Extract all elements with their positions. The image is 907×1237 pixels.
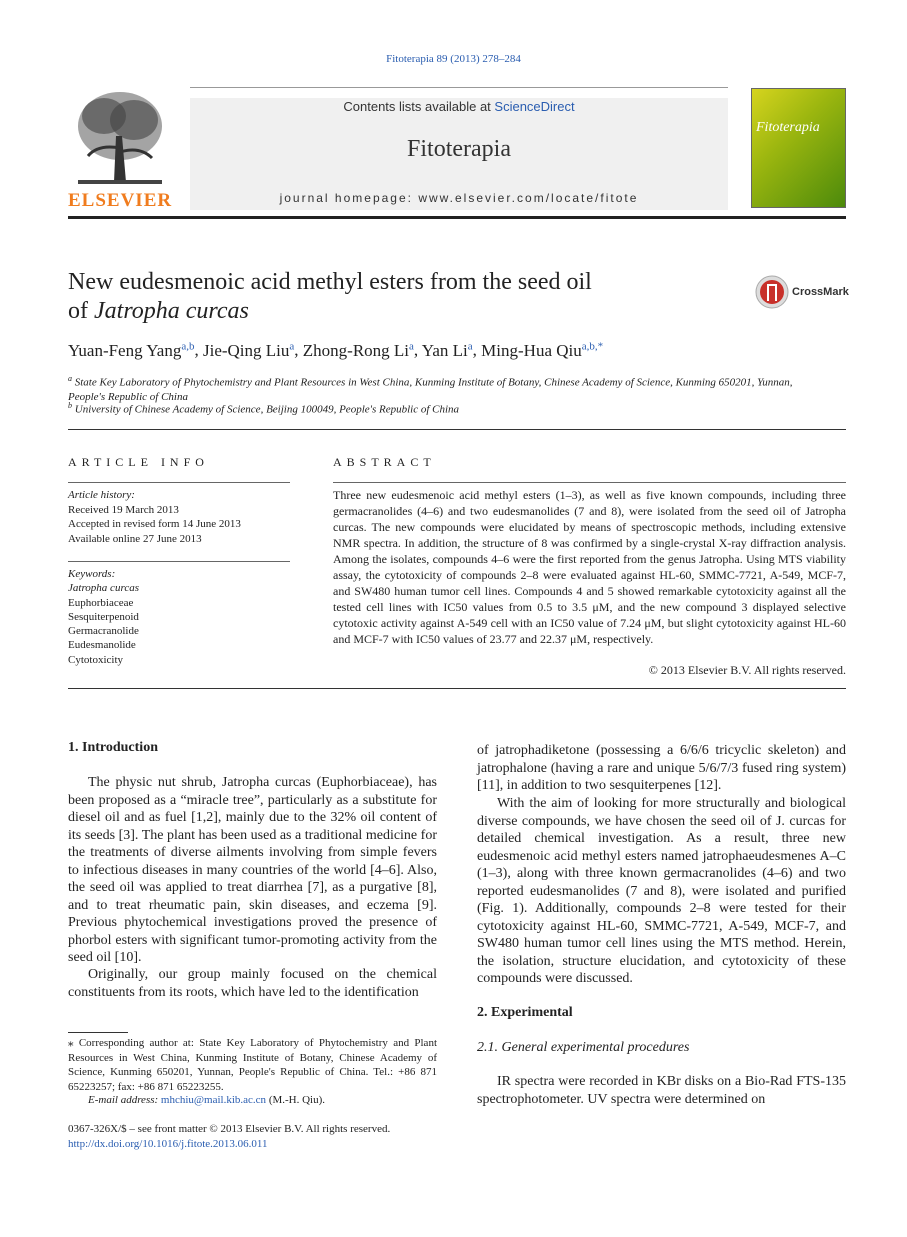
history-online: Available online 27 June 2013 [68, 532, 202, 545]
footnote-rule [68, 1032, 128, 1033]
doi-link[interactable]: http://dx.doi.org/10.1016/j.fitote.2013.06.011 [68, 1137, 268, 1150]
article-info-heading: ARTICLE INFO [68, 455, 209, 469]
crossmark-badge[interactable] [754, 274, 854, 310]
contents-line [190, 99, 728, 114]
paragraph: IR spectra were recorded in KBr disks on a Bio-Rad FTS-135 spectrophotometer. UV spectra were determined on [477, 1074, 846, 1107]
homepage-link[interactable]: www.elsevier.com/locate/fitote [418, 191, 639, 205]
email-line: E-mail address: mhchiu@mail.kib.ac.cn (M.-H. Qiu). [88, 1094, 326, 1106]
header-top-line [190, 87, 728, 88]
issn-line: 0367-326X/$ – see front matter © 2013 Elsevier B.V. All rights reserved. [68, 1123, 391, 1135]
paragraph: of jatrophadiketone (possessing a 6/6/6 tricyclic skeleton) and jatrophalone (having a rare and unique 5/6/7/3 fused ring system) [11], in addition to two sesquiterpenes [12]. [477, 743, 846, 793]
keyword: Eudesmanolide [68, 639, 136, 652]
issn-block [68, 1122, 468, 1151]
title-line-2-prefix: of [68, 298, 94, 324]
divider [68, 688, 846, 689]
affiliation-b: $^b$ University of Chinese Academy of Science, Beijing 100049, People's Republic of China [68, 401, 460, 416]
copyright: © 2013 Elsevier B.V. All rights reserved. [648, 663, 846, 677]
abstract-heading: ABSTRACT [333, 455, 436, 469]
journal-reference[interactable]: Fitoterapia 89 (2013) 278–284 [386, 53, 521, 65]
author-list: Yuan-Feng Yang$^{a,b}$, Jie-Qing Liu$^a$, Zhong-Rong Li$^a$, Yan Li$^a$, Ming-Hua Qiu$^{a,b,*}$ [68, 340, 604, 360]
author[interactable]: Jie-Qing Liu$^a$ [202, 340, 295, 360]
divider [68, 429, 846, 430]
paragraph: The physic nut shrub, Jatropha curcas (Euphorbiaceae), has been proposed as a “miracle tree”, particularly as a substitute for diesel oil and as fuel [1,2], mainly due to the 32% oil content of its seeds [3]. The plant has been used as a traditional medicine for the treatments of diverse ailments involving from simple fevers to infectious diseases in many countries of the world [4–6]. Also, the seed oil was applied to treat diarrhea [7], as a purgative [8], and to treat rheumatic pain, skin diseases, and eczema [9]. Previous phytochemical investigations proved the presence of phorbol esters with significant tumor-promoting activity from the seed oil [10]. [68, 775, 437, 965]
affiliation-a: $^a$ State Key Laboratory of Phytochemistry and Plant Resources in West China, Kunming Institute of Botany, Chinese Academy of Science, Kunming 650201, Yunnan, People's Republic of China [68, 374, 793, 403]
article-history [68, 488, 290, 546]
crossmark-label: CrossMark [792, 286, 849, 298]
contents-prefix: Contents lists available at [343, 99, 495, 114]
subsection-heading: 2.1. General experimental procedures [477, 1040, 690, 1055]
divider [68, 561, 290, 562]
paragraph: With the aim of looking for more structurally and biological diverse compounds, we have chosen the seed oil of J. curcas for detailed chemical investigation. As a result, three new eudesmenoic acid methyl esters named jatrophaeudesmenes A–C (1–3), along with three known germacranolides (4–6) and two reported eudesmanolides (7 and 8), were isolated and purified (Fig. 1). Additionally, compounds 2–8 were tested for their cytotoxicity against HL-60, SMMC-7721, A-549, MCF-7, and SW480 human tumor cell lines using the MTS method. Herein, the isolation, structure elucidation, and cytotoxicity of these compounds were discussed. [477, 796, 846, 986]
crossmark-icon [754, 274, 790, 310]
author[interactable]: Zhong-Rong Li$^a$ [302, 340, 414, 360]
email-link[interactable]: mhchiu@mail.kib.ac.cn [160, 1094, 267, 1106]
divider [68, 482, 290, 483]
history-received: Received 19 March 2013 [68, 503, 179, 516]
author[interactable]: Yuan-Feng Yang$^{a,b}$ [68, 340, 195, 360]
sciencedirect-link[interactable]: ScienceDirect [494, 99, 575, 114]
title-line-1: New eudesmenoic acid methyl esters from the seed oil [68, 269, 592, 295]
header-rule [68, 216, 846, 219]
keywords [68, 567, 290, 667]
keywords-label: Keywords: [68, 568, 116, 580]
homepage-prefix: journal homepage: [279, 191, 419, 205]
author[interactable]: Yan Li$^a$ [421, 340, 473, 360]
keyword: Germacranolide [68, 625, 139, 638]
paragraph: Originally, our group mainly focused on the chemical constituents from its roots, which have led to the identification [68, 967, 437, 1000]
divider [333, 482, 846, 483]
section-heading-experimental: 2. Experimental [477, 1005, 573, 1020]
keyword: Sesquiterpenoid [68, 610, 139, 623]
keyword: Cytotoxicity [68, 653, 123, 666]
elsevier-wordmark: ELSEVIER [68, 190, 173, 211]
history-accepted: Accepted in revised form 14 June 2013 [68, 518, 241, 531]
cover-title: Fitoterapia [756, 120, 820, 135]
abstract-text: Three new eudesmenoic acid methyl esters (1–3), as well as five known compounds, including three germacranolides (4–6) and two eudesmanolides (7 and 8), were isolated from the seed oil of Jatropha curcas. The new compounds were elucidated by means of spectroscopic methods, including extensive NMR spectra. In addition, the structure of 8 was confirmed by a single-crystal X-ray diffraction analysis. Among the isolates, compounds 4–6 were the first reported from the genus Jatropha. Using MTS viability assay, the cytotoxicity of compounds 2–8 were evaluated against HL-60, SMMC-7721, A-549, MCF-7, and SW480 human tumor cell lines. Compounds 4 and 5 showed remarkable cytotoxicity against all the tested cell lines with IC50 values from 0.5 to 3.5 μM, and the new compound 3 displayed selective cytotoxic activity against A-549 cell with an IC50 value of 7.24 μM, but slight cytotoxicity against HL-60 and MCF-7 with IC50 values of 23.77 and 22.37 μM, respectively. [333, 488, 846, 646]
title-species: Jatropha curcas [94, 298, 249, 324]
author[interactable]: Ming-Hua Qiu$^{a,b,*}$ [481, 340, 604, 360]
article-title [68, 268, 708, 326]
corresponding-author-footnote: ⁎ Corresponding author at: State Key Laboratory of Phytochemistry and Plant Resources in West China, Kunming Institute of Botany, Chinese Academy of Science, Kunming 650201, Yunnan, People's Republic of China. Tel.: +86 871 65223257; fax: +86 871 65223255. [68, 1037, 437, 1093]
journal-cover-image[interactable] [751, 88, 846, 208]
history-label: Article history: [68, 489, 135, 501]
journal-title[interactable]: Fitoterapia [407, 136, 511, 162]
keyword: Jatropha curcas [68, 582, 139, 595]
keyword: Euphorbiaceae [68, 596, 134, 609]
journal-homepage [190, 191, 728, 205]
section-heading-introduction: 1. Introduction [68, 740, 158, 755]
